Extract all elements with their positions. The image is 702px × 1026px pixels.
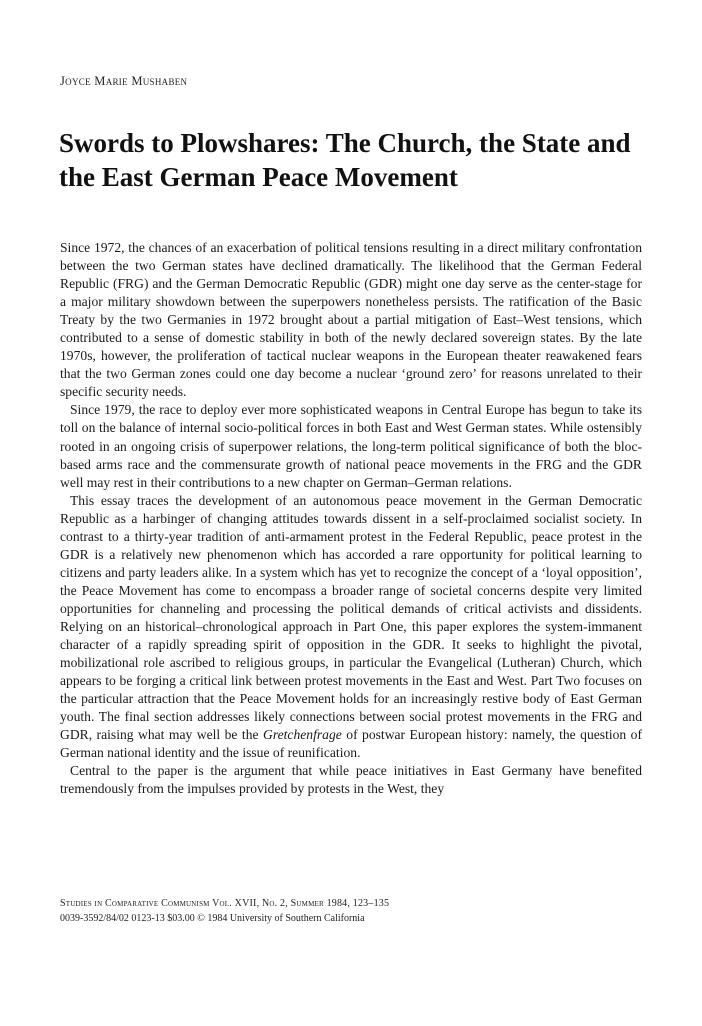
paragraph-3-text: This essay traces the development of an autonomous peace movement in the German Democratic Republic as a harbinger of changing attitudes towards dissent in a self-proclaimed socialist society. In contrast to a thirty-year tradition of anti-armament protest in the Federal Republic, peace protest in the GDR is a relatively new phenomenon which has accorded a rare opportunity for political learning to citizens and party leaders alike. In a system which has yet to recognize the concept of a ‘loyal opposition’, the Peace Movement has come to encompass a broader range of societal concerns despite very limited opportunities for channeling and processing the political demands of critical activists and dissidents. Relying on an historical–chronological approach in Part One, this paper explores the system-immanent character of a rapidly spreading spirit of opposition in the GDR. It seeks to highlight the pivotal, mobilizational role ascribed to religious groups, in particular the Evangelical (Lutheran) Church, which appears to be forging a critical link between protest movements in the East and West. Part Two focuses on the particular attraction that the Peace Movement holds for an increasingly restive body of East German youth. The final section addresses likely connections between social protest movements in the FRG and GDR, raising what may well be the (60, 492, 642, 743)
paragraph-4: Central to the paper is the argument that while peace initiatives in East Germany have benefited tremendously from the impulses provided by protests in the West, they (60, 763, 642, 797)
journal-citation: Studies in Comparative Communism Vol. XVII, No. 2, Summer 1984, 123–135 (60, 898, 390, 909)
paragraph-1: Since 1972, the chances of an exacerbation of political tensions resulting in a direct military confrontation between the two German states have declined dramatically. The likelihood that the German Federal Republic (FRG) and the German Democratic Republic (GDR) might one day serve as the center-stage for a major military showdown between the superpowers nonetheless persists. The ratification of the Basic Treaty by the two Germanies in 1972 brought about a partial mitigation of East–West tensions, which contributed to a sense of domestic stability in both of the newly declared sovereign states. By the late 1970s, however, the proliferation of tactical nuclear weapons in the European theater reawakened fears that the two German zones could one day become a nuclear ‘ground zero’ for reasons unrelated to their specific security needs. (60, 240, 642, 400)
paragraph-2: Since 1979, the race to deploy ever more sophisticated weapons in Central Europe has begun to take its toll on the balance of internal socio-political forces in both East and West German states. While ostensibly rooted in an ongoing crisis of superpower relations, the long-term political significance of both the bloc-based arms race and the commensurate growth of national peace movements in the FRG and the GDR well may rest in their contributions to a new chapter on German–German relations. (60, 402, 642, 490)
copyright-line: 0039-3592/84/02 0123-13 $03.00 © 1984 University of Southern California (60, 912, 365, 924)
article-title: Swords to Plowshares: The Church, the State and the East German Peace Movement (59, 128, 631, 192)
paragraph-3 (60, 492, 642, 763)
paragraph-3-text-end: of postwar European history: namely, the question of German national identity and the issue of reunification. (60, 727, 642, 761)
author-name: Joyce Marie Mushaben (60, 74, 188, 88)
italic-term: Gretchenfrage (263, 727, 342, 743)
publication-footer (60, 897, 640, 926)
article-body (60, 239, 642, 798)
